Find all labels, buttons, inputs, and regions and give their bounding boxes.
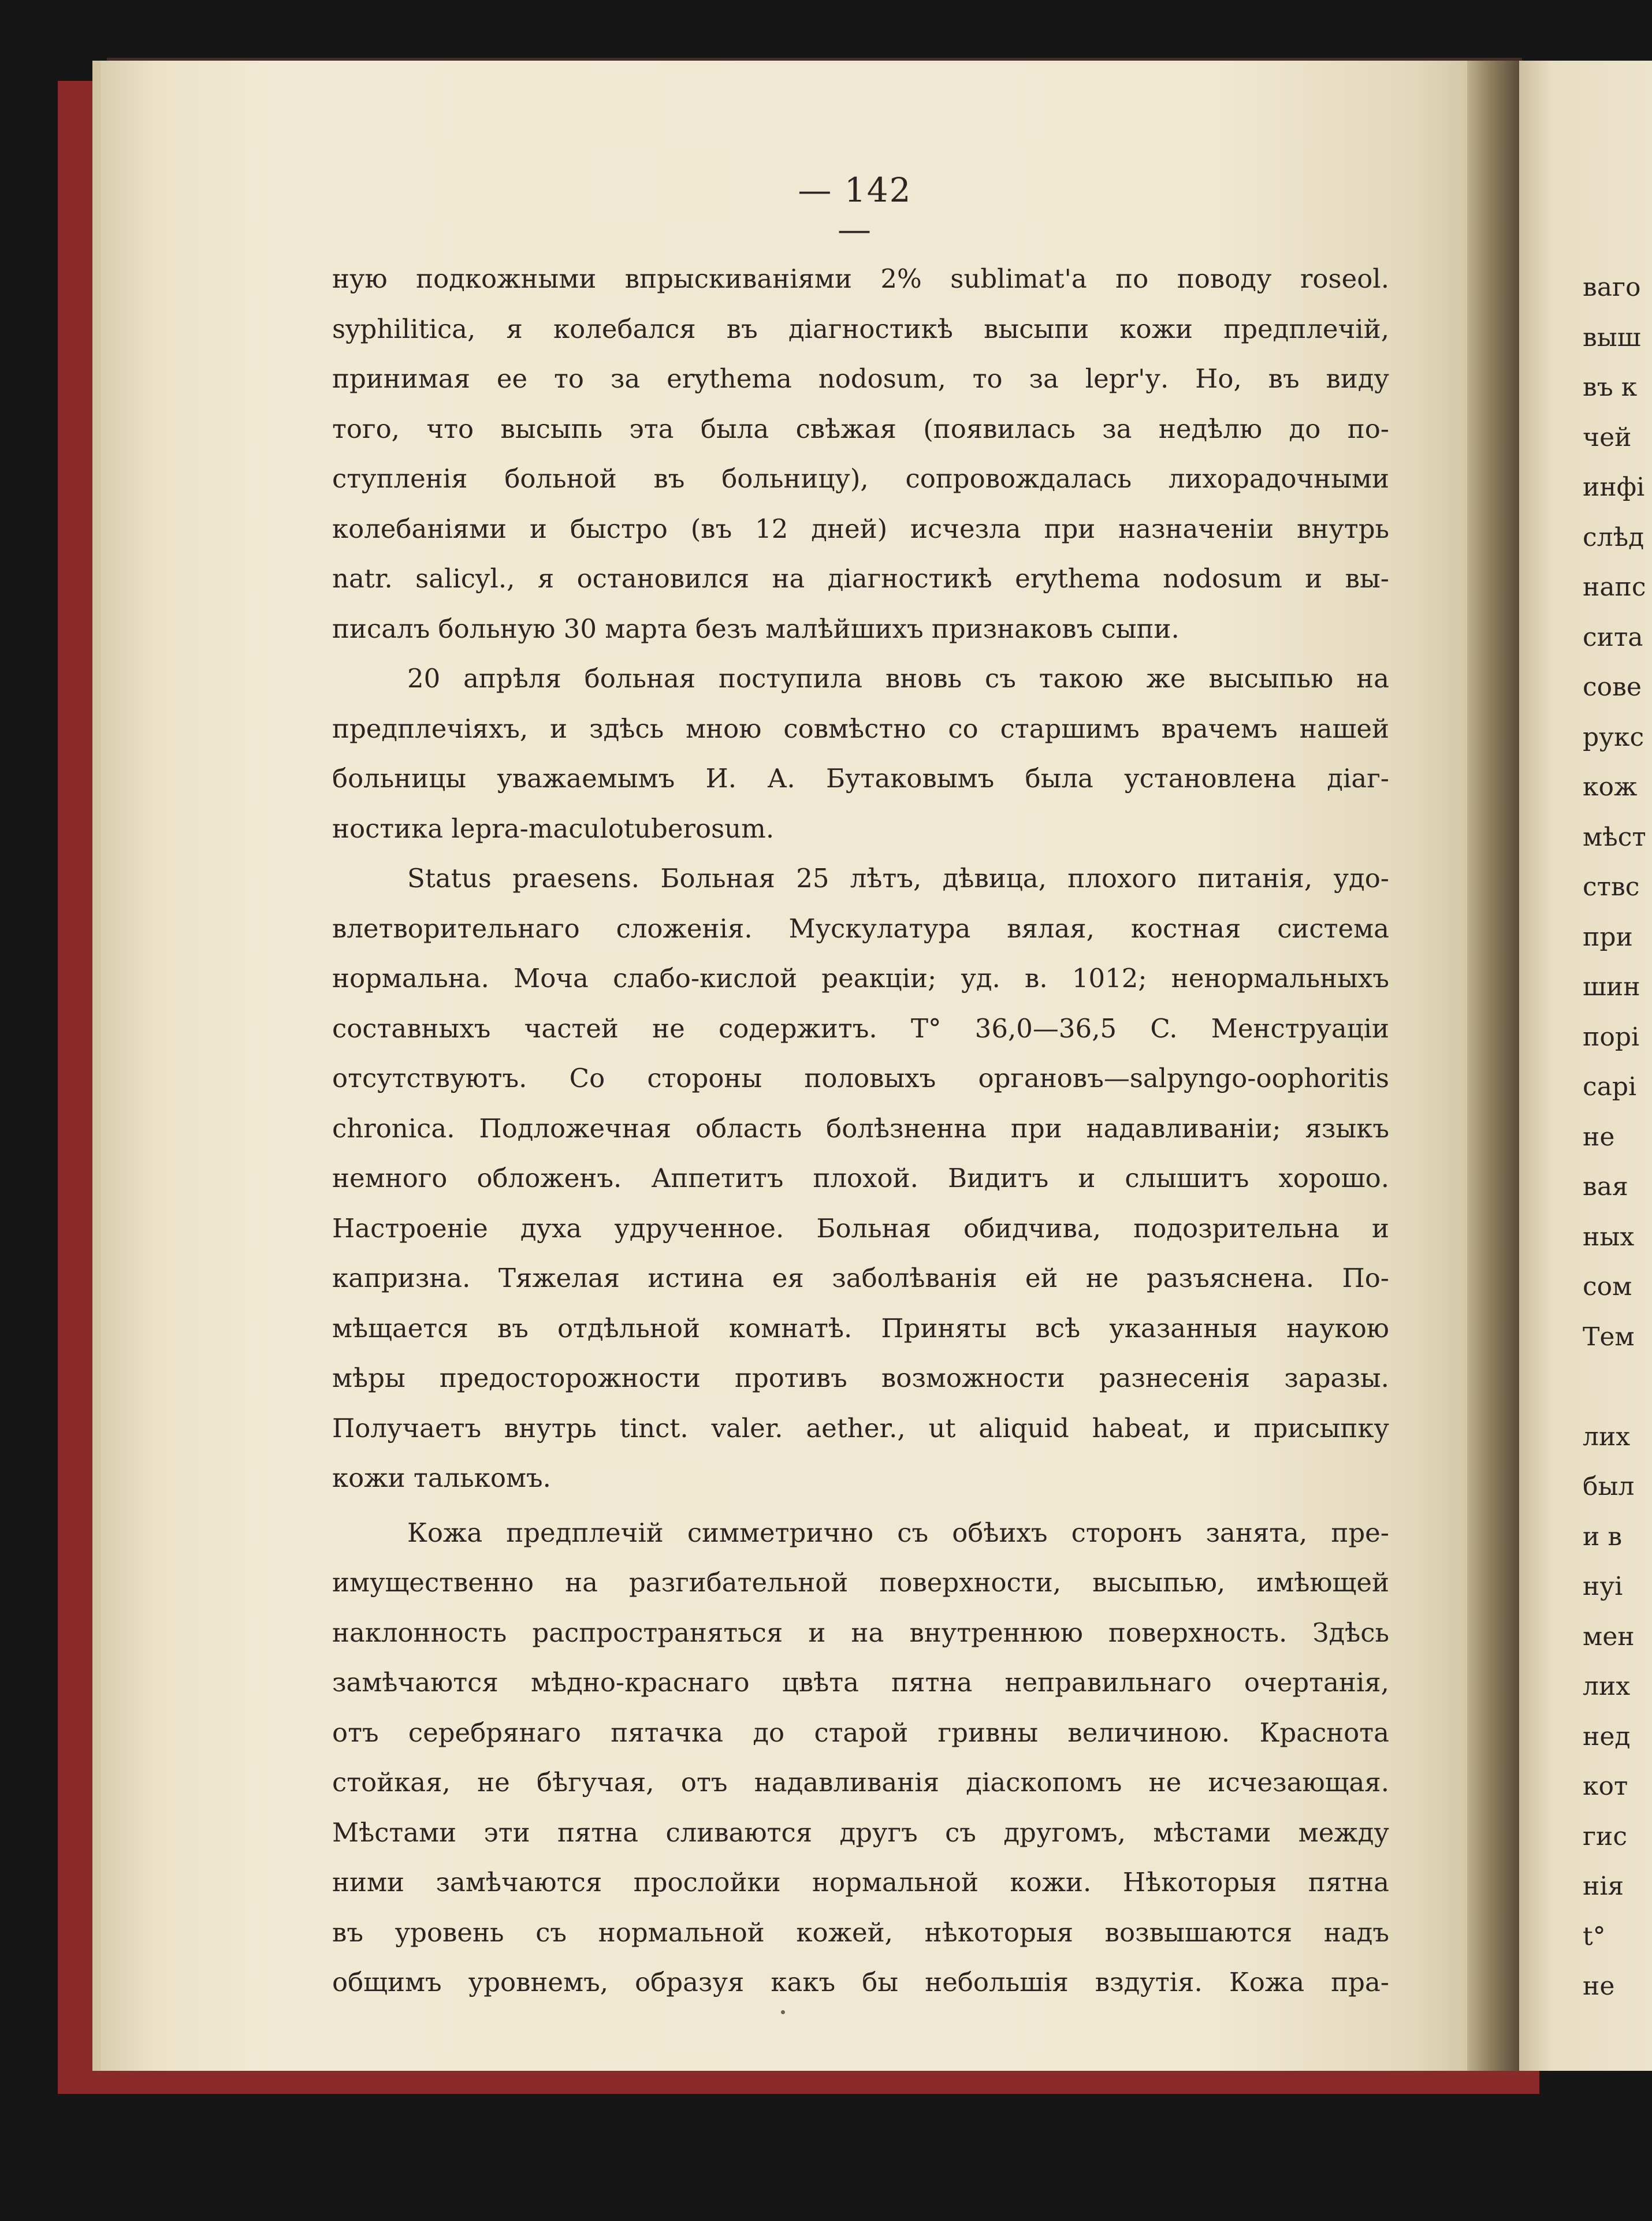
text-line: мѣщается въ отдѣльной комнатѣ. Приняты всѣ указанныя наукою [332,1312,1389,1344]
right-line-fragment: не [1583,1122,1615,1152]
right-line-fragment: кож [1583,772,1638,802]
text-line: предплечіяхъ, и здѣсь мною совмѣстно со старшимъ врачемъ нашей [332,713,1389,744]
right-line-fragment: лих [1583,1422,1631,1452]
text-line: въ уровень съ нормальной кожей, нѣкоторыя возвышаются надъ [332,1917,1389,1948]
right-line-fragment: нед [1583,1721,1631,1751]
right-line-fragment: чей [1583,422,1632,452]
right-line-fragment: Тем [1583,1322,1635,1352]
text-line: natr. salicyl., я остановился на діагностикѣ erythema nodosum и вы- [332,563,1389,594]
right-line-fragment: вая [1583,1172,1628,1201]
text-line: капризна. Тяжелая истина ея заболѣванія ей не разъяснена. По- [332,1263,1389,1293]
text-line: Мѣстами эти пятна сливаются другъ съ другомъ, мѣстами между [332,1817,1389,1848]
text-line: нормальна. Моча слабо-кислой реакціи; уд. в. 1012; ненормальныхъ [332,963,1389,994]
right-line-fragment: нуі [1583,1572,1623,1601]
right-page-text [1583,263,1652,2012]
text-line: писалъ больную 30 марта безъ малѣйшихъ признаковъ сыпи. [332,613,1180,644]
right-line-fragment: выш [1583,322,1641,352]
right-line-fragment: был [1583,1472,1635,1501]
text-line: chronica. Подложечная область болѣзненна при надавливаніи; языкъ [332,1113,1389,1144]
right-line-fragment: ствс [1583,872,1640,902]
right-line-fragment: мен [1583,1621,1635,1651]
right-line-fragment: напс [1583,572,1646,602]
text-line: принимая ее то за erythema nodosum, то за lepr'у. Но, въ виду [332,363,1389,394]
text-line: ную подкожными впрыскиваніями 2% sublimat'a по поводу roseol. [332,263,1389,294]
right-line-fragment: въ к [1583,373,1638,402]
text-line: Status praesens. Больная 25 лѣтъ, дѣвица, плохого питанія, удо- [407,863,1389,894]
right-line-fragment: сове [1583,672,1642,702]
right-line-fragment: при [1583,922,1633,952]
text-line: отсутствуютъ. Со стороны половыхъ органовъ—salpyngo-oophoritis [332,1063,1389,1093]
text-line: замѣчаются мѣдно-краснаго цвѣта пятна неправильнаго очертанія, [332,1667,1389,1698]
text-line: немного обложенъ. Аппетитъ плохой. Видитъ и слышитъ хорошо. [332,1163,1389,1193]
right-line-fragment: инфі [1583,473,1645,502]
text-line: того, что высыпь эта была свѣжая (появилась за недѣлю до по- [332,413,1389,444]
right-line-fragment: гис [1583,1821,1628,1851]
ink-speck [781,2010,785,2014]
right-line-fragment: мѣст [1583,822,1646,852]
text-line: Настроеніе духа удрученное. Больная обидчива, подозрительна и [332,1212,1389,1244]
text-line: Получаетъ внутрь tinct. valer. aether., ut aliquid habeat, и присыпку [332,1412,1389,1444]
left-page-text [332,254,1389,2008]
text-line: syphilitica, я колебался въ діагностикѣ высыпи кожи предплечій, [332,313,1389,344]
book-gutter [1467,61,1519,2071]
text-line: ступленія больной въ больницу), сопровождалась лихорадочными [332,463,1389,494]
text-line: кожи талькомъ. [332,1463,551,1493]
text-line: больницы уважаемымъ И. А. Бутаковымъ была установлена діаг- [332,763,1389,794]
right-line-fragment: слѣд [1583,522,1644,552]
right-line-fragment: сарі [1583,1072,1637,1102]
text-line: имущественно на разгибательной поверхности, высыпью, имѣющей [332,1567,1389,1598]
text-line: ними замѣчаются прослойки нормальной кожи. Нѣкоторыя пятна [332,1867,1389,1898]
text-line: отъ серебрянаго пятачка до старой гривны величиною. Краснота [332,1717,1389,1748]
text-line: влетворительнаго сложенія. Мускулатура вялая, костная система [332,913,1389,944]
right-line-fragment: лих [1583,1672,1631,1701]
right-line-fragment: t° [1583,1921,1606,1951]
right-line-fragment: сита [1583,622,1643,652]
text-line: ностика lepra-maculotuberosum. [332,813,775,844]
text-line: Кожа предплечій симметрично съ обѣихъ сторонъ занята, пре- [407,1517,1389,1548]
right-line-fragment: шин [1583,972,1640,1002]
right-line-fragment: порі [1583,1022,1640,1052]
right-line-fragment: сом [1583,1272,1632,1301]
text-line: колебаніями и быстро (въ 12 дней) исчезла при назначеніи внутрь [332,513,1389,544]
right-line-fragment: не [1583,1971,1615,2001]
text-line: 20 апрѣля больная поступила вновь съ такою же высыпью на [407,663,1389,694]
text-line: стойкая, не бѣгучая, отъ надавливанія діаскопомъ не исчезающая. [332,1767,1389,1798]
text-line: мѣры предосторожности противъ возможности разнесенія заразы. [332,1363,1389,1393]
right-line-fragment: ваго [1583,273,1641,302]
right-line-fragment: и в [1583,1521,1623,1552]
right-line-fragment: нія [1583,1872,1624,1901]
text-line: общимъ уровнемъ, образуя какъ бы небольшія вздутія. Кожа пра- [332,1967,1389,1997]
right-line-fragment: ных [1583,1222,1635,1252]
right-line-fragment: рукс [1583,722,1644,752]
text-line: наклонность распространяться и на внутреннюю поверхность. Здѣсь [332,1617,1389,1648]
page-number: — 142 — [798,170,912,249]
text-line: составныхъ частей не содержитъ. T° 36,0—36,5 C. Менструаціи [332,1013,1389,1044]
right-line-fragment: кот [1583,1772,1628,1801]
